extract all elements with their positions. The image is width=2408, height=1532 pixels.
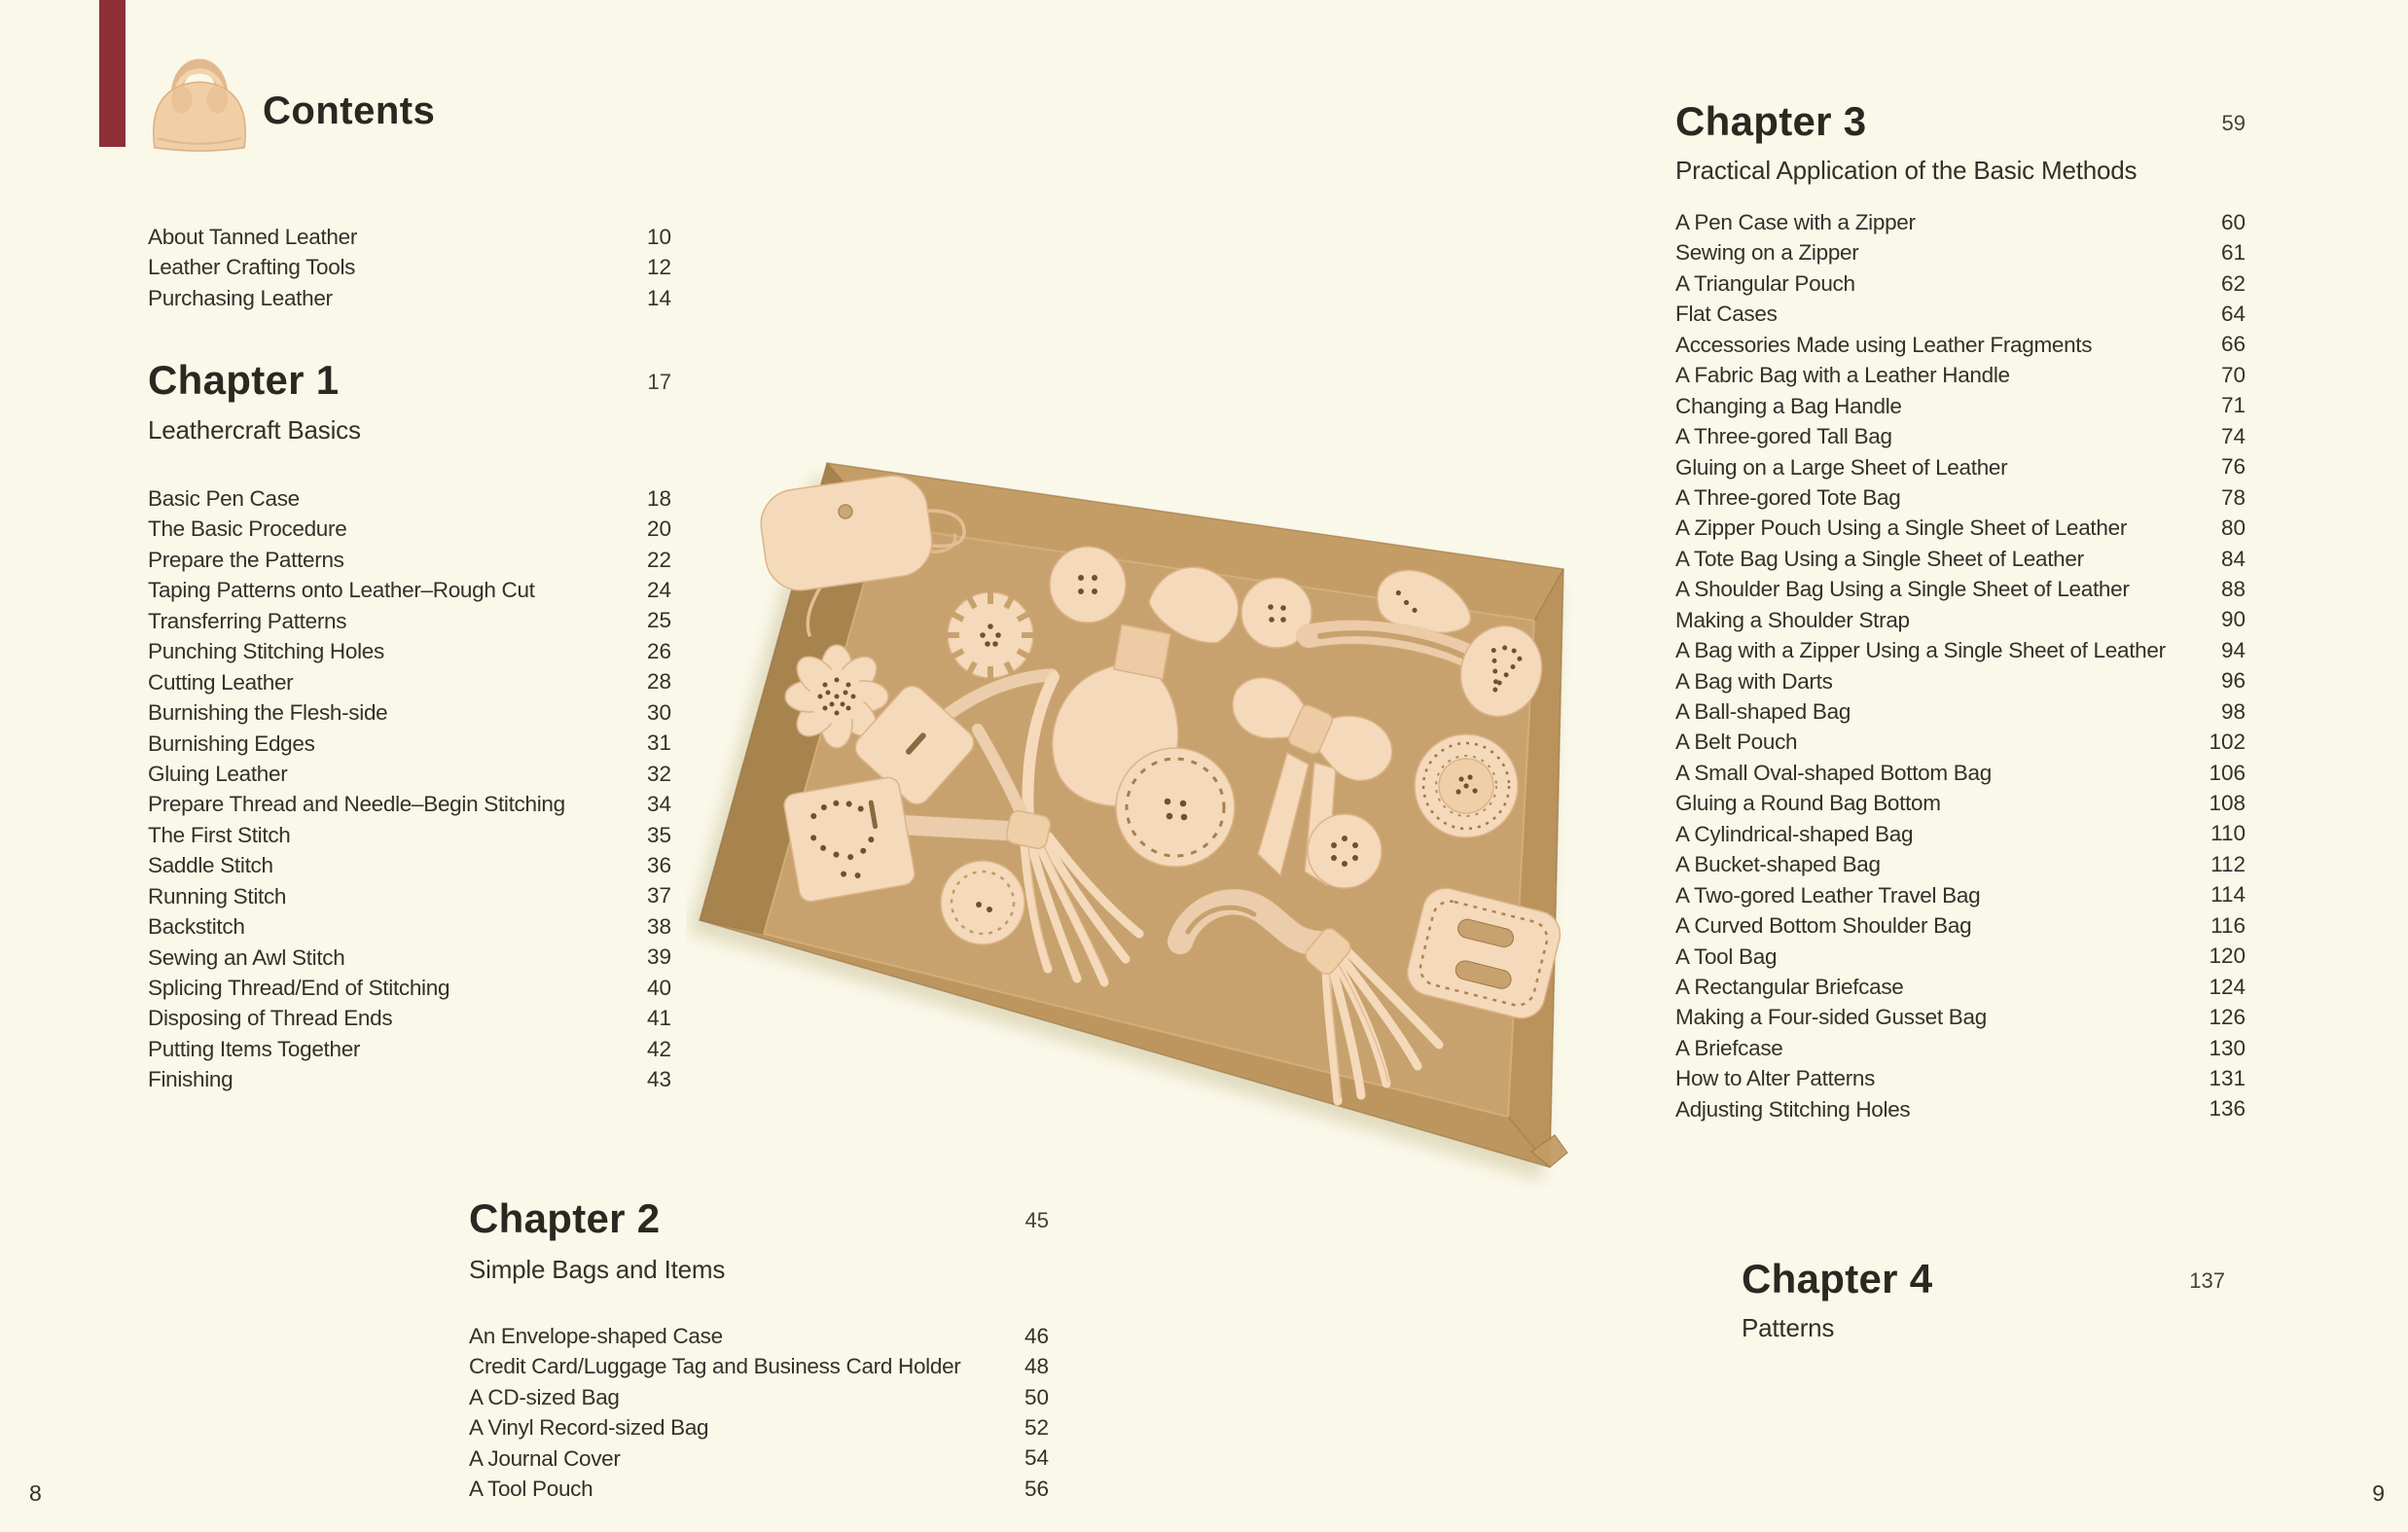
toc-item-label: Sewing on a Zipper (1675, 240, 1859, 266)
stitched-button (1116, 748, 1235, 867)
toc-row (1675, 758, 2246, 788)
toc-item-page: 70 (2220, 362, 2246, 387)
toc-item-page: 48 (1024, 1354, 1049, 1379)
toc-item-page: 42 (646, 1036, 671, 1061)
chapter-page-number: 45 (1024, 1208, 1049, 1232)
toc-item-page: 28 (646, 669, 671, 695)
toc-item-page: 60 (2220, 209, 2246, 234)
toc-item-page: 25 (646, 608, 671, 633)
toc-item-label: Changing a Bag Handle (1675, 393, 1902, 418)
toc-item-page: 61 (2220, 240, 2246, 266)
toc-item-label: A Tool Bag (1675, 944, 1778, 969)
toc-item-page: 32 (646, 761, 671, 786)
chapter-2-heading (469, 1196, 1049, 1241)
toc-row (1675, 972, 2246, 1002)
toc-item-label: A Pen Case with a Zipper (1675, 210, 1916, 234)
toc-item-page: 38 (646, 913, 671, 939)
toc-item-page: 94 (2220, 637, 2246, 662)
toc-row (1675, 360, 2246, 390)
toc-item-label: A Three-gored Tall Bag (1675, 424, 1892, 449)
toc-item-page: 31 (646, 730, 671, 756)
toc-item-label: A Vinyl Record-sized Bag (469, 1415, 709, 1441)
chapter-4-heading (1742, 1257, 2225, 1301)
toc-row (148, 667, 671, 697)
toc-item-page: 62 (2220, 270, 2246, 296)
toc-row (148, 820, 671, 850)
toc-row (148, 697, 671, 728)
toc-row (1675, 1094, 2246, 1124)
toc-row (148, 483, 671, 514)
toc-item-page: 98 (2220, 698, 2246, 724)
toc-item-label: Basic Pen Case (148, 486, 300, 511)
toc-row (148, 1034, 671, 1064)
accent-bar (99, 0, 126, 147)
toc-row (1675, 544, 2246, 574)
toc-row (1675, 574, 2246, 604)
toc-item-label: A Bucket-shaped Bag (1675, 852, 1881, 877)
toc-item-label: A Tool Pouch (469, 1477, 593, 1502)
toc-item-label: Prepare Thread and Needle–Begin Stitching (148, 792, 565, 817)
toc-item-page: 88 (2220, 576, 2246, 601)
toc-row (1675, 421, 2246, 451)
chapter-name: Chapter 1 (148, 357, 340, 403)
toc-row (1675, 727, 2246, 757)
toc-item-page: 46 (1024, 1323, 1049, 1348)
toc-item-page: 112 (2210, 851, 2246, 876)
toc-item-page: 102 (2209, 730, 2246, 755)
toc-row (148, 881, 671, 911)
toc-item-page: 136 (2209, 1096, 2246, 1122)
toc-item-label: How to Alter Patterns (1675, 1066, 1876, 1091)
chapter-3-list (1675, 207, 2246, 1124)
right-page-number: 9 (2372, 1480, 2385, 1506)
toc-item-label: Leather Crafting Tools (148, 255, 356, 280)
toc-item-label: Gluing Leather (148, 761, 288, 786)
toc-item-label: Running Stitch (148, 883, 287, 909)
toc-item-page: 78 (2220, 484, 2246, 510)
toc-row (148, 575, 671, 605)
toc-item-label: Credit Card/Luggage Tag and Business Card Holder (469, 1354, 961, 1379)
toc-row (1675, 696, 2246, 727)
toc-row (148, 636, 671, 666)
toc-item-page: 74 (2220, 423, 2246, 448)
toc-item-label: A Fabric Bag with a Leather Handle (1675, 363, 2010, 388)
toc-item-label: A Rectangular Briefcase (1675, 974, 1904, 999)
toc-row (1675, 207, 2246, 237)
toc-row (1675, 237, 2246, 267)
toc-item-page: 52 (1024, 1415, 1049, 1441)
toc-item-page: 110 (2210, 821, 2246, 846)
toc-row (1675, 391, 2246, 421)
toc-item-label: The Basic Procedure (148, 517, 347, 542)
toc-item-label: Punching Stitching Holes (148, 639, 384, 664)
toc-row (469, 1321, 1049, 1351)
chapter-1-list (148, 483, 671, 1095)
chapter-2-subtitle: Simple Bags and Items (469, 1255, 726, 1284)
toc-item-page: 108 (2209, 791, 2246, 816)
handbag-photo-icon (142, 35, 257, 152)
toc-row (148, 252, 671, 282)
chapter-name: Chapter 4 (1742, 1256, 1933, 1301)
toc-row (148, 850, 671, 880)
toc-row (148, 545, 671, 575)
toc-item-label: A Three-gored Tote Bag (1675, 484, 1901, 510)
toc-item-label: A Bag with Darts (1675, 668, 1833, 694)
toc-row (469, 1351, 1049, 1381)
toc-item-page: 90 (2220, 607, 2246, 632)
toc-item-page: 10 (646, 224, 671, 249)
toc-item-label: A Ball-shaped Bag (1675, 699, 1851, 724)
toc-item-label: Disposing of Thread Ends (148, 1006, 393, 1031)
toc-item-label: Cutting Leather (148, 669, 294, 695)
leather-button (1050, 547, 1126, 623)
toc-item-label: A Zipper Pouch Using a Single Sheet of Leather (1675, 516, 2128, 541)
toc-row (1675, 482, 2246, 513)
toc-item-page: 71 (2220, 393, 2246, 418)
toc-item-label: Saddle Stitch (148, 853, 273, 878)
toc-item-label: Finishing (148, 1067, 234, 1092)
toc-row (1675, 942, 2246, 972)
toc-item-page: 56 (1024, 1476, 1049, 1501)
toc-item-label: A Shoulder Bag Using a Single Sheet of Leather (1675, 577, 2130, 602)
leather-pieces-box-photo (686, 436, 1600, 1190)
toc-row (1675, 635, 2246, 665)
toc-item-label: A Belt Pouch (1675, 730, 1798, 755)
toc-item-page: 41 (646, 1006, 671, 1031)
toc-item-label: A Curved Bottom Shoulder Bag (1675, 913, 1972, 939)
chapter-3-subtitle: Practical Application of the Basic Methods (1675, 156, 2138, 185)
toc-item-label: A Triangular Pouch (1675, 270, 1855, 296)
toc-item-page: 36 (646, 852, 671, 877)
toc-item-page: 43 (646, 1067, 671, 1092)
toc-item-page: 130 (2209, 1035, 2246, 1060)
toc-item-label: Taping Patterns onto Leather–Rough Cut (148, 578, 535, 603)
toc-row (469, 1382, 1049, 1412)
toc-row (148, 759, 671, 789)
toc-item-page: 124 (2209, 974, 2246, 999)
toc-item-page: 64 (2220, 302, 2246, 327)
toc-row (1675, 788, 2246, 818)
left-page-number: 8 (29, 1480, 42, 1506)
toc-item-label: A Cylindrical-shaped Bag (1675, 821, 1914, 846)
toc-item-label: A Two-gored Leather Travel Bag (1675, 882, 1981, 908)
toc-item-page: 106 (2209, 760, 2246, 785)
toc-item-label: Gluing on a Large Sheet of Leather (1675, 454, 2008, 480)
toc-item-page: 26 (646, 638, 671, 663)
toc-item-label: A Briefcase (1675, 1035, 1783, 1060)
toc-item-page: 126 (2209, 1005, 2246, 1030)
toc-item-label: Adjusting Stitching Holes (1675, 1096, 1911, 1122)
toc-row (1675, 513, 2246, 543)
toc-item-label: Transferring Patterns (148, 608, 347, 633)
toc-item-page: 18 (646, 485, 671, 511)
toc-item-label: Making a Shoulder Strap (1675, 607, 1910, 632)
toc-item-page: 34 (646, 792, 671, 817)
toc-item-label: An Envelope-shaped Case (469, 1324, 723, 1348)
toc-row (1675, 330, 2246, 360)
chapter-page-number: 137 (2189, 1268, 2225, 1293)
toc-item-page: 37 (646, 883, 671, 909)
toc-item-label: Prepare the Patterns (148, 547, 344, 572)
toc-item-label: Burnishing the Flesh-side (148, 700, 388, 726)
toc-item-page: 96 (2220, 668, 2246, 694)
toc-row (1675, 849, 2246, 879)
toc-row (148, 222, 671, 252)
toc-item-label: Putting Items Together (148, 1036, 361, 1061)
chapter-page-number: 59 (2221, 111, 2246, 135)
toc-item-page: 131 (2209, 1065, 2246, 1090)
toc-item-page: 80 (2220, 516, 2246, 541)
toc-row (148, 606, 671, 636)
toc-item-page: 50 (1024, 1384, 1049, 1409)
chapter-4-subtitle: Patterns (1742, 1313, 1835, 1342)
page-title: Contents (263, 89, 436, 132)
toc-row (1675, 880, 2246, 910)
toc-item-label: Making a Four-sided Gusset Bag (1675, 1005, 1987, 1030)
toc-item-page: 20 (646, 517, 671, 542)
toc-row (1675, 452, 2246, 482)
toc-item-page: 40 (646, 975, 671, 1000)
stitched-button-small (941, 861, 1024, 944)
chapter-1-heading (148, 358, 671, 403)
toc-item-page: 39 (646, 944, 671, 970)
toc-item-page: 14 (646, 285, 671, 310)
toc-row (148, 283, 671, 313)
toc-item-label: A Journal Cover (469, 1445, 621, 1471)
toc-item-label: Sewing an Awl Stitch (148, 944, 345, 970)
toc-row (1675, 1063, 2246, 1093)
toc-row (148, 514, 671, 544)
ring-button (1415, 734, 1518, 837)
toc-item-page: 116 (2210, 912, 2246, 938)
toc-item-page: 120 (2209, 944, 2246, 969)
toc-row (1675, 910, 2246, 941)
toc-item-label: Accessories Made using Leather Fragments (1675, 332, 2093, 357)
toc-row (1675, 605, 2246, 635)
toc-item-label: Gluing a Round Bag Bottom (1675, 791, 1941, 816)
toc-item-page: 84 (2220, 546, 2246, 571)
toc-row (469, 1443, 1049, 1474)
chapter-name: Chapter 2 (469, 1195, 661, 1241)
toc-row (148, 973, 671, 1003)
toc-row (148, 1003, 671, 1033)
toc-row (1675, 1002, 2246, 1032)
toc-item-label: A Bag with a Zipper Using a Single Sheet of Leather (1675, 638, 2166, 663)
toc-row (148, 1064, 671, 1094)
toc-item-page: 76 (2220, 454, 2246, 480)
toc-row (1675, 666, 2246, 696)
toc-row (1675, 299, 2246, 329)
toc-item-label: Flat Cases (1675, 302, 1778, 327)
chapter-name: Chapter 3 (1675, 98, 1867, 144)
toc-row (148, 943, 671, 973)
intro-list (148, 222, 671, 313)
toc-row (148, 789, 671, 819)
toc-row (1675, 268, 2246, 299)
toc-item-page: 12 (646, 255, 671, 280)
toc-item-page: 24 (646, 578, 671, 603)
toc-item-page: 114 (2210, 882, 2246, 908)
toc-item-page: 35 (646, 822, 671, 847)
toc-item-page: 22 (646, 547, 671, 572)
toc-row (1675, 819, 2246, 849)
toc-row (469, 1412, 1049, 1443)
toc-item-label: Backstitch (148, 914, 245, 940)
toc-item-label: The First Stitch (148, 822, 291, 847)
chapter-1-subtitle: Leathercraft Basics (148, 415, 361, 445)
chapter-page-number: 17 (647, 370, 671, 394)
toc-item-label: A Tote Bag Using a Single Sheet of Leather (1675, 546, 2084, 571)
toc-row (148, 729, 671, 759)
toc-row (148, 911, 671, 942)
toc-item-label: About Tanned Leather (148, 225, 358, 249)
leather-button (1308, 814, 1382, 888)
toc-item-label: Splicing Thread/End of Stitching (148, 976, 450, 1000)
toc-item-label: Purchasing Leather (148, 285, 333, 310)
toc-row (469, 1474, 1049, 1504)
toc-item-label: A Small Oval-shaped Bottom Bag (1675, 760, 1992, 785)
toc-item-page: 30 (646, 699, 671, 725)
chapter-2-list (469, 1321, 1049, 1505)
toc-item-label: Burnishing Edges (148, 730, 315, 756)
toc-item-label: A CD-sized Bag (469, 1384, 620, 1409)
chapter-3-heading (1675, 99, 2246, 144)
toc-row (1675, 1033, 2246, 1063)
toc-item-page: 54 (1024, 1445, 1049, 1471)
toc-item-page: 66 (2220, 332, 2246, 357)
